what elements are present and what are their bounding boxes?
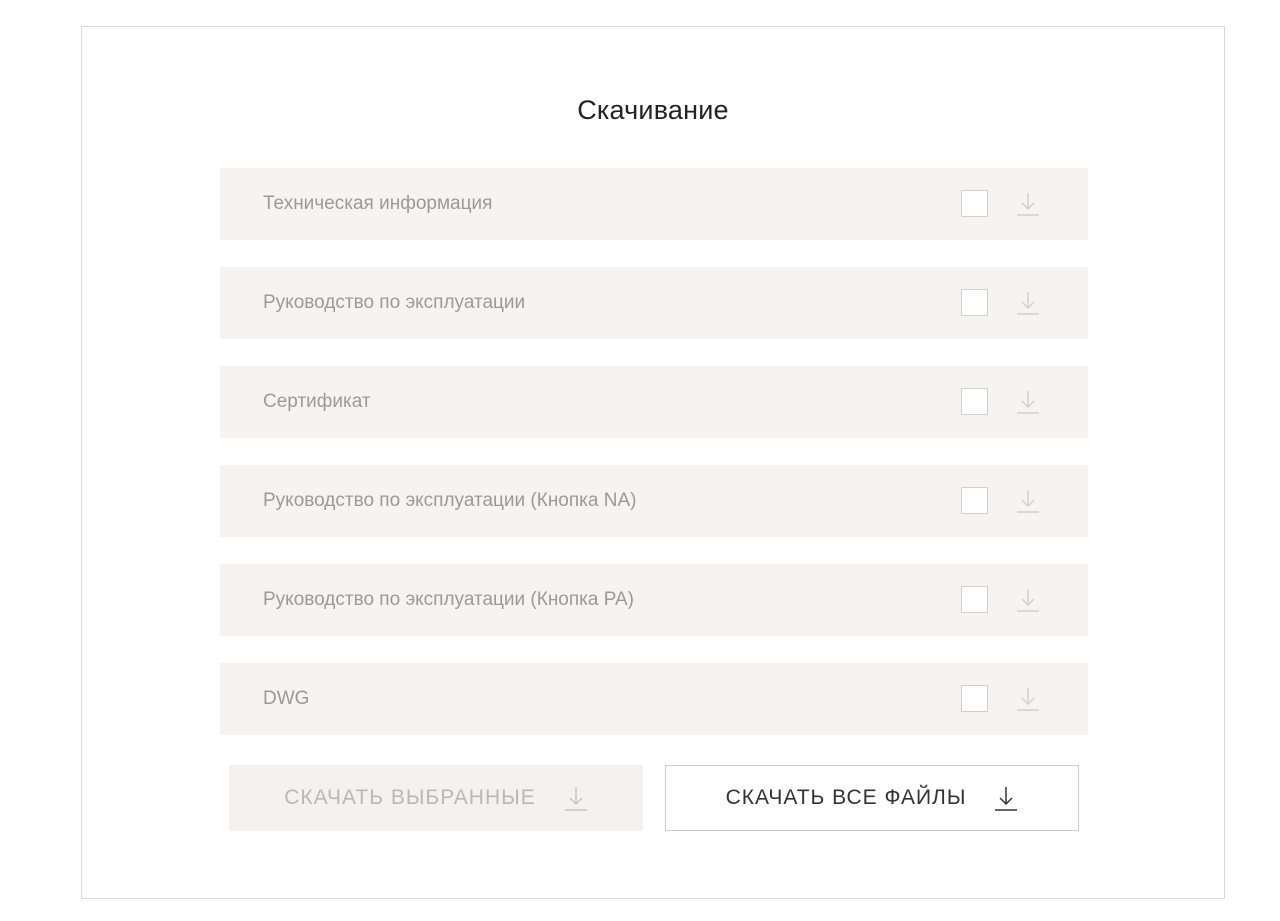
file-row-dwg [220, 663, 1088, 735]
download-selected-button[interactable] [229, 765, 643, 831]
download-icon [994, 784, 1018, 812]
file-checkbox[interactable] [961, 487, 988, 514]
download-icon[interactable] [1016, 190, 1040, 217]
download-icon[interactable] [1016, 487, 1040, 514]
download-all-button[interactable] [665, 765, 1079, 831]
file-list [220, 168, 1088, 762]
download-icon [564, 784, 588, 812]
file-checkbox[interactable] [961, 190, 988, 217]
file-row-manual-pa [220, 564, 1088, 636]
download-icon[interactable] [1016, 289, 1040, 316]
file-label: DWG [263, 688, 310, 709]
file-row-certificate [220, 366, 1088, 438]
file-label: Сертификат [263, 391, 371, 412]
file-checkbox[interactable] [961, 586, 988, 613]
file-checkbox[interactable] [961, 685, 988, 712]
file-checkbox[interactable] [961, 289, 988, 316]
download-icon[interactable] [1016, 388, 1040, 415]
file-row-manual [220, 267, 1088, 339]
download-icon[interactable] [1016, 685, 1040, 712]
file-row-technical-info [220, 168, 1088, 240]
download-icon[interactable] [1016, 586, 1040, 613]
file-label: Руководство по эксплуатации [263, 292, 526, 313]
download-panel [81, 26, 1225, 899]
file-label: Руководство по эксплуатации (Кнопка PA) [263, 589, 635, 610]
page-title: Скачивание [577, 95, 729, 125]
file-label: Руководство по эксплуатации (Кнопка NA) [263, 490, 637, 511]
file-checkbox[interactable] [961, 388, 988, 415]
download-selected-label: СКАЧАТЬ ВЫБРАННЫЕ [284, 786, 536, 809]
download-all-label: СКАЧАТЬ ВСЕ ФАЙЛЫ [725, 786, 967, 809]
file-label: Техническая информация [263, 193, 493, 214]
file-row-manual-na [220, 465, 1088, 537]
